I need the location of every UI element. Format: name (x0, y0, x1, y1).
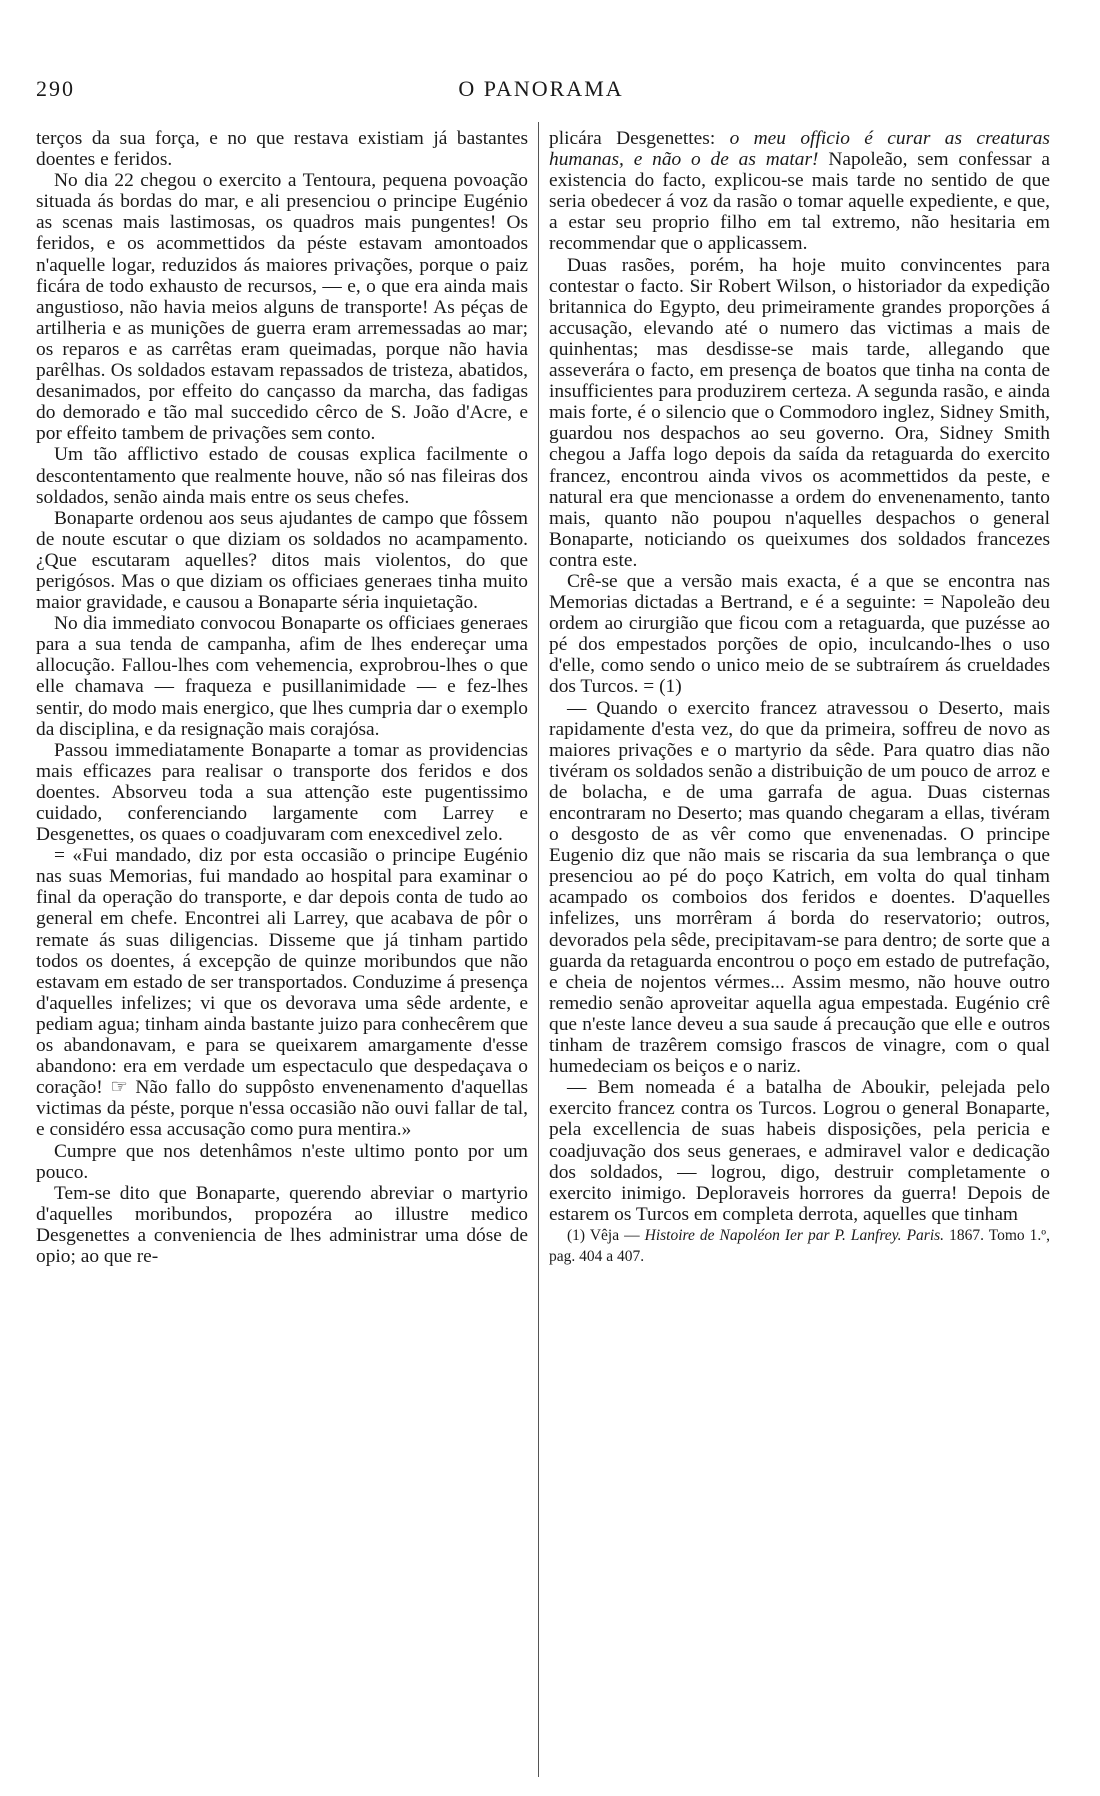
paragraph: Bonaparte ordenou aos seus ajudantes de campo que fôssem de noute escutar o que diziam os soldados no acampamento. ¿Que escutaram aquelles? ditos mais violentos, do que perigósos. Mas o que diziam os officiaes generaes tinha muito maior gravidade, e causou a Bonaparte séria inquietação. (36, 507, 528, 614)
paragraph-text: plicára Desgenettes: (549, 128, 730, 149)
left-column (36, 128, 528, 1267)
paragraph (549, 128, 1050, 255)
paragraph: No dia 22 chegou o exercito a Tentoura, pequena povoação situada ás bordas do mar, e ali presenciou o principe Eugénio as scenas mais lastimosas, os quadros mais pungentes! Os feridos, e os acommettidos da péste estavam amontoados n'aquelle logar, reduzidos ás maiores privações, porque o paiz ficára de todo exhausto de recursos, — e, o que era ainda mais angustioso, não havia meios alguns de transporte! As péças de artilheria e as munições de guerra eram arremessadas ao mar; os reparos e as carrêtas eram queimadas, porque não havia parêlhas. Os soldados estavam repassados de tristeza, abatidos, desanimados, por effeito do cançasso da marcha, das fadigas do demorado e tão mal succedido cêrco de S. João d'Acre, e por effeito tambem de privações sem conto. (36, 170, 528, 445)
footnote-mark: (1) Vêja — (567, 1226, 645, 1244)
paragraph: Tem-se dito que Bonaparte, querendo abreviar o martyrio d'aquelles moribundos, propozéra ao illustre medico Desgenettes a conveniencia de lhes administrar uma dóse de opio; ao que re- (36, 1182, 528, 1267)
right-column (549, 128, 1050, 1267)
page-number: 290 (36, 76, 75, 101)
footnote (549, 1225, 1050, 1267)
paragraph: — Bem nomeada é a batalha de Aboukir, pelejada pelo exercito francez contra os Turcos. Logrou o general Bonaparte, pela excellencia de suas habeis disposições, pela pericia e coadjuvação dos seus generaes, e admiravel valor e dedicação dos soldados, — logrou, digo, destruir completamente o exercito inimigo. Deploraveis horrores da guerra! Depois de estarem os Turcos em completa derrota, aquelles que tinham (549, 1077, 1050, 1225)
footnote-details: 1867. Tomo 1.º, pag. 404 a 407. (549, 1226, 1050, 1265)
paragraph: Passou immediatamente Bonaparte a tomar as providencias mais efficazes para realisar o transporte dos feridos e dos doentes. Absorveu toda a sua attenção este pugentissimo cuidado, conferenciando largamente com Larrey e Desgenettes, os quaes o coadjuvaram com enexcedivel zelo. (36, 739, 528, 846)
paragraph: Um tão afflictivo estado de cousas explica facilmente o descontentamento que realmente houve, não só nas fileiras dos soldados, senão ainda mais entre os seus chefes. (36, 444, 528, 508)
paragraph: Crê-se que a versão mais exacta, é a que se encontra nas Memorias dictadas a Bertrand, e é a seguinte: = Napoleão deu ordem ao cirurgião que ficou com a retaguarda, que puzésse ao pé dos empestados porções de opio, inculcando-lhes o uso d'elle, como sendo o unico meio de se subtraírem ás crueldades dos Turcos. = (1) (549, 570, 1050, 698)
paragraph: No dia immediato convocou Bonaparte os officiaes generaes para a sua tenda de campanha, afim de lhes endereçar uma allocução. Fallou-lhes com vehemencia, exprobrou-lhes o que elle chamava — fraqueza e pusillanimidade — e fez-lhes sentir, do modo mais energico, que lhes cumpria dar o exemplo da disciplina, e da resignação mais corajósa. (36, 613, 528, 740)
paragraph: terços da sua força, e no que restava existiam já bastantes doentes e feridos. (36, 128, 528, 171)
paragraph: — Quando o exercito francez atravessou o Deserto, mais rapidamente d'esta vez, do que da primeira, soffreu de novo as maiores privações e o martyrio da sêde. Para quatro dias não tivéram os soldados senão a distribuição de um pouco de arroz e de bolacha, e de uma garrafa de agua. Duas cisternas encontraram no Deserto; mas quando chegaram a ellas, tivéram o desgosto de as vêr como que envenenadas. O principe Eugenio diz que não mais se riscaria da sua lembrança o que presenciou ao pé do poço Katrich, em volta do qual tinham acampado os comboios dos feridos e doentes. D'aquelles infelizes, uns morrêram á borda do reservatorio; outros, devorados pela sêde, precipitavam-se para dentro; de sorte que a guarda da retaguarda encontrou o poço em estado de putrefação, e cheia de nojentos vérmes... Assim mesmo, não houve outro remedio senão aproveitar aquella agua empestada. Eugénio crê que n'este lance deveu a sua saude á precaução que elle e outros tinham de trazêrem comsigo frascos de vinagre, com o qual humedeciam os beiços e o nariz. (549, 697, 1050, 1078)
paragraph: Cumpre que nos detenhâmos n'este ultimo ponto por um pouco. (36, 1140, 528, 1183)
column-divider (538, 122, 539, 1777)
paragraph: = «Fui mandado, diz por esta occasião o principe Eugénio nas suas Memorias, fui mandado ao hospital para examinar o final da operação do transporte, e dar depois conta de tudo ao general em chefe. Encontrei ali Larrey, que acabava de pôr o remate ás suas diligencias. Disseme que já tinham partido todos os doentes, á excepção de quinze moribundos que não estavam em estado de ser transportados. Conduzime á presença d'aquelles infelizes; vi que os devorava uma sêde ardente, e pediam agua; tinham ainda bastante juizo para conhecêrem que os abandonavam, e para se queixarem amargamente d'esse abandono: era em verdade um espectaculo que despedaçava o coração! ☞ Não fallo do suppôsto envenenamento d'aquellas victimas da péste, porque n'essa occasião não ouvi fallar de tal, e considéro essa accusação como pura mentira.» (36, 845, 528, 1141)
running-title: O PANORAMA (458, 76, 624, 101)
footnote-work-title: Histoire de Napoléon Ier par P. Lanfrey. Paris. (644, 1226, 945, 1244)
page-header (36, 76, 1046, 116)
paragraph-text: Napoleão, sem confessar a existencia do facto, explicou-se mais tarde no sentido de que seria obedecer á voz da rasão o tomar aquelle expediente, e que, a estar seu proprio filho em tal extremo, não hesitaria em recommendar que o applicassem. (549, 149, 1050, 255)
quoted-reply: o meu officio é curar as creaturas humanas, e não o de as matar! (549, 128, 1050, 171)
paragraph: Duas rasões, porém, ha hoje muito convincentes para contestar o facto. Sir Robert Wilson, o historiador da expedição britannica do Egypto, deu primeiramente grandes proporções á accusação, elevando até o numero das victimas a mais de quinhentas; mas desdisse-se mais tarde, allegando que asseverára o facto, em presença de boatos que tinha na conta de insufficientes para produzirem certeza. A segunda rasão, e ainda mais forte, é o silencio que o Commodoro inglez, Sidney Smith, guardou nos despachos ao seu governo. Ora, Sidney Smith chegou a Jaffa logo depois da saída da retaguarda do exercito francez, encontrou ainda vivos os acommettidos da peste, e natural era que mencionasse a ordem do envenenamento, tanto mais, quanto não poupou n'aquelles despachos o general Bonaparte, noticiando os queixumes dos soldados francezes contra este. (549, 254, 1050, 571)
